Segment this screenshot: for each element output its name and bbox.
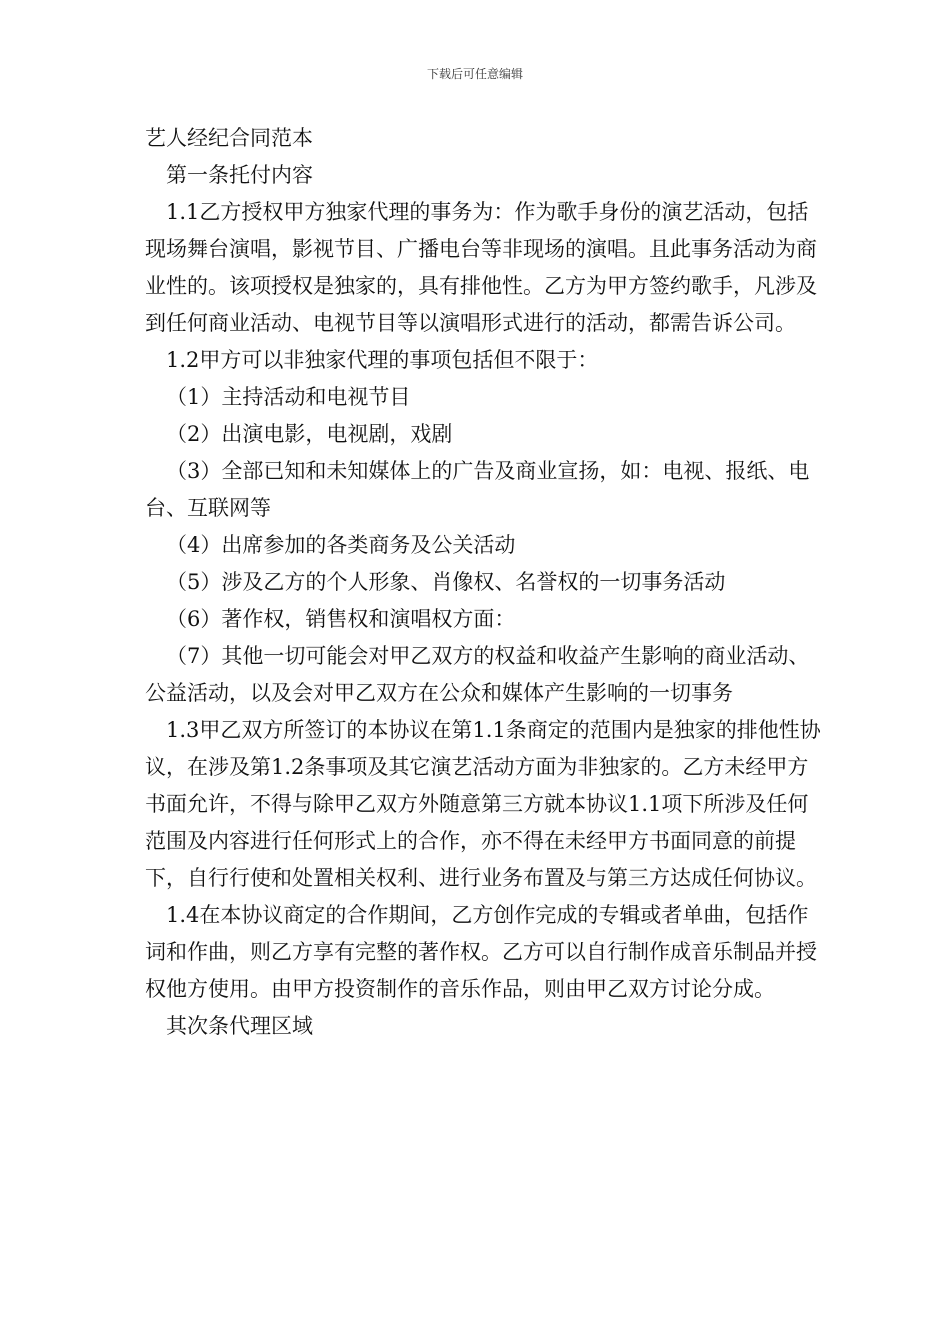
page-header: 下载后可任意编辑 bbox=[426, 67, 523, 81]
clause-1-4: 1.4在本协议商定的合作期间，乙方创作完成的专辑或者单曲，包括作词和作曲，则乙方享有完整的著作权。乙方可以自行制作成音乐制品并授权他方使用。由甲方投资制作的音乐作品，则由甲乙双方讨论分成。 bbox=[145, 903, 817, 1001]
list-item-2: （2）出演电影，电视剧，戏剧 bbox=[166, 422, 453, 446]
clause-1-1: 1.1乙方授权甲方独家代理的事务为：作为歌手身份的演艺活动，包括现场舞台演唱，影视节目、广播电台等非现场的演唱。且此事务活动为商业性的。该项授权是独家的，具有排他性。乙方为甲方签约歌手，凡涉及到任何商业活动、电视节目等以演唱形式进行的活动，都需告诉公司。 bbox=[145, 200, 817, 335]
document-body bbox=[145, 120, 825, 1045]
clause-1-3: 1.3甲乙双方所签订的本协议在第1.1条商定的范围内是独家的排他性协议，在涉及第1.2条事项及其它演艺活动方面为非独家的。乙方未经甲方书面允许，不得与除甲乙双方外随意第三方就本协议1.1项下所涉及任何范围及内容进行任何形式上的合作，亦不得在未经甲方书面同意的前提下，自行行使和处置相关权利、进行业务布置及与第三方达成任何协议。 bbox=[145, 718, 821, 890]
list-item-3: （3）全部已知和未知媒体上的广告及商业宣扬，如：电视、报纸、电台、互联网等 bbox=[145, 459, 810, 520]
list-item-5: （5）涉及乙方的个人形象、肖像权、名誉权的一切事务活动 bbox=[166, 570, 726, 594]
article-1-heading: 第一条托付内容 bbox=[166, 163, 313, 187]
list-item-7: （7）其他一切可能会对甲乙双方的权益和收益产生影响的商业活动、公益活动，以及会对甲乙双方在公众和媒体产生影响的一切事务 bbox=[145, 644, 810, 705]
list-item-4: （4）出席参加的各类商务及公关活动 bbox=[166, 533, 516, 557]
list-item-1: （1）主持活动和电视节目 bbox=[166, 385, 411, 409]
article-2-heading: 其次条代理区域 bbox=[166, 1014, 313, 1038]
list-item-6: （6）著作权，销售权和演唱权方面： bbox=[166, 607, 516, 631]
clause-1-2: 1.2甲方可以非独家代理的事项包括但不限于： bbox=[166, 348, 599, 372]
document-title: 艺人经纪合同范本 bbox=[145, 126, 313, 150]
